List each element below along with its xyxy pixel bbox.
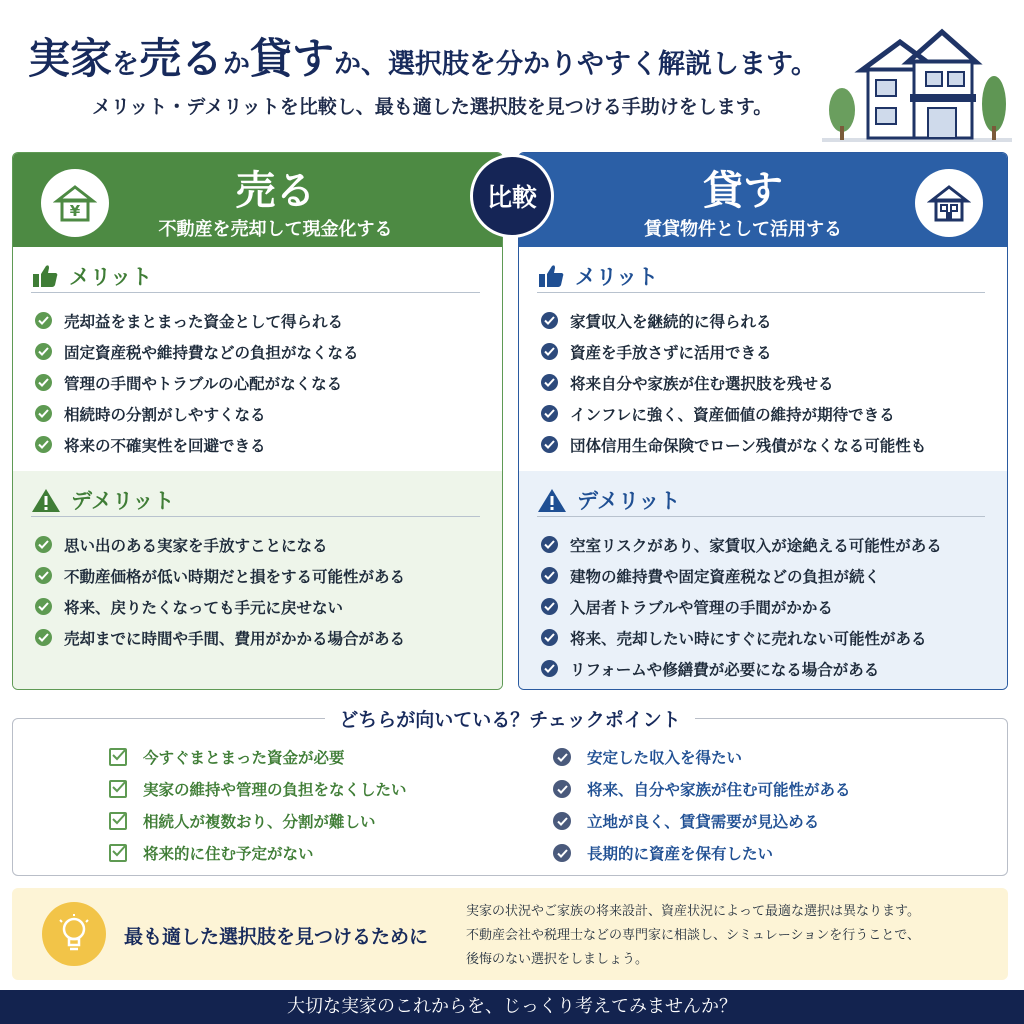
list-item: リフォームや修繕費が必要になる場合がある bbox=[541, 653, 997, 684]
check-circle-icon bbox=[541, 629, 558, 646]
check-circle-icon bbox=[541, 598, 558, 615]
header bbox=[0, 0, 1024, 150]
house-icon bbox=[915, 169, 983, 237]
checkbox-icon bbox=[109, 812, 127, 830]
rent-panel bbox=[518, 152, 1008, 690]
sell-merit-title: メリット bbox=[69, 264, 153, 289]
advice-section bbox=[12, 888, 1008, 980]
check-circle-icon bbox=[541, 343, 558, 360]
page-subtitle: メリット・デメリットを比較し、最も適した選択肢を見つける手助けをします。 bbox=[92, 96, 773, 118]
thumbs-up-icon bbox=[537, 263, 565, 289]
check-circle-icon bbox=[35, 374, 52, 391]
rent-merit-list bbox=[541, 305, 997, 460]
list-item: 売却までに時間や手間、費用がかかる場合がある bbox=[35, 622, 492, 653]
rent-demerit-list bbox=[541, 529, 997, 684]
check-circle-icon bbox=[553, 844, 571, 862]
check-circle-icon bbox=[553, 748, 571, 766]
rent-subtitle: 賃貸物件として活用する bbox=[644, 219, 842, 240]
list-item: インフレに強く、資産価値の維持が期待できる bbox=[541, 398, 997, 429]
check-circle-icon bbox=[35, 343, 52, 360]
check-circle-icon bbox=[541, 436, 558, 453]
sell-panel-header bbox=[13, 153, 502, 247]
list-item: 固定資産税や維持費などの負担がなくなる bbox=[35, 336, 492, 367]
checkpoint-section bbox=[12, 709, 1008, 876]
thumbs-up-icon bbox=[31, 263, 59, 289]
list-item: 今すぐまとまった資金が必要 bbox=[109, 741, 407, 773]
advice-text: 実家の状況やご家族の将来設計、資産状況によって最適な選択は異なります。 不動産会社や税理士などの専門家に相談し、シミュレーションを行うことで、 後悔のない選択をしましょう。 bbox=[466, 904, 920, 967]
list-item: 空室リスクがあり、家賃収入が途絶える可能性がある bbox=[541, 529, 997, 560]
sell-merit-section bbox=[13, 247, 502, 471]
sell-demerit-header bbox=[31, 483, 480, 517]
lightbulb-icon bbox=[42, 902, 106, 966]
checkbox-icon bbox=[109, 780, 127, 798]
rent-panel-header bbox=[519, 153, 1007, 247]
check-circle-icon bbox=[541, 312, 558, 329]
list-item: 相続時の分割がしやすくなる bbox=[35, 398, 492, 429]
checkbox-icon bbox=[109, 844, 127, 862]
list-item: 実家の維持や管理の負担をなくしたい bbox=[109, 773, 407, 805]
list-item: 長期的に資産を保有したい bbox=[553, 837, 851, 869]
list-item: 売却益をまとまった資金として得られる bbox=[35, 305, 492, 336]
list-item: 将来、自分や家族が住む可能性がある bbox=[553, 773, 851, 805]
check-circle-icon bbox=[541, 567, 558, 584]
rent-demerit-title: デメリット bbox=[577, 488, 681, 513]
checkpoint-title: どちらが向いている？チェックポイント bbox=[325, 709, 694, 731]
rent-merit-header bbox=[537, 259, 985, 293]
list-item: 家賃収入を継続的に得られる bbox=[541, 305, 997, 336]
check-circle-icon bbox=[541, 660, 558, 677]
sell-checkpoint-list bbox=[109, 741, 407, 869]
check-circle-icon bbox=[553, 812, 571, 830]
sell-title: 売る bbox=[235, 167, 316, 214]
sell-panel bbox=[12, 152, 503, 690]
check-circle-icon bbox=[35, 536, 52, 553]
list-item: 相続人が複数おり、分割が難しい bbox=[109, 805, 407, 837]
check-circle-icon bbox=[35, 436, 52, 453]
compare-badge: 比較 bbox=[470, 154, 554, 238]
page-title: 実家を売るか貸すか、選択肢を分かりやすく解説します。 bbox=[28, 34, 818, 83]
rent-demerit-section bbox=[519, 471, 1007, 690]
check-circle-icon bbox=[35, 598, 52, 615]
rent-merit-title: メリット bbox=[575, 264, 659, 289]
list-item: 将来、戻りたくなっても手元に戻せない bbox=[35, 591, 492, 622]
check-circle-icon bbox=[35, 405, 52, 422]
list-item: 不動産価格が低い時期だと損をする可能性がある bbox=[35, 560, 492, 591]
check-circle-icon bbox=[553, 780, 571, 798]
list-item: 資産を手放さずに活用できる bbox=[541, 336, 997, 367]
sell-demerit-section bbox=[13, 471, 502, 690]
sell-merit-list bbox=[35, 305, 492, 460]
svg-text:¥: ¥ bbox=[69, 202, 81, 220]
list-item: 思い出のある実家を手放すことになる bbox=[35, 529, 492, 560]
check-circle-icon bbox=[35, 312, 52, 329]
check-circle-icon bbox=[35, 567, 52, 584]
list-item: 将来、売却したい時にすぐに売れない可能性がある bbox=[541, 622, 997, 653]
list-item: 立地が良く、賃貸需要が見込める bbox=[553, 805, 851, 837]
sell-merit-header bbox=[31, 259, 480, 293]
sell-subtitle: 不動産を売却して現金化する bbox=[158, 219, 393, 240]
rent-merit-section bbox=[519, 247, 1007, 471]
rent-title: 貸す bbox=[703, 167, 783, 214]
house-illustration bbox=[822, 28, 1012, 142]
check-circle-icon bbox=[541, 536, 558, 553]
list-item: 管理の手間やトラブルの心配がなくなる bbox=[35, 367, 492, 398]
checkbox-icon bbox=[109, 748, 127, 766]
list-item: 将来自分や家族が住む選択肢を残せる bbox=[541, 367, 997, 398]
list-item: 入居者トラブルや管理の手間がかかる bbox=[541, 591, 997, 622]
sell-demerit-title: デメリット bbox=[71, 488, 175, 513]
warning-icon bbox=[537, 487, 567, 513]
list-item: 将来の不確実性を回避できる bbox=[35, 429, 492, 460]
footer-banner: 大切な実家のこれからを、じっくり考えてみませんか？ bbox=[0, 990, 1024, 1024]
warning-icon bbox=[31, 487, 61, 513]
rent-demerit-header bbox=[537, 483, 985, 517]
rent-checkpoint-list bbox=[553, 741, 851, 869]
check-circle-icon bbox=[35, 629, 52, 646]
check-circle-icon bbox=[541, 405, 558, 422]
list-item: 団体信用生命保険でローン残債がなくなる可能性も bbox=[541, 429, 997, 460]
sell-demerit-list bbox=[35, 529, 492, 653]
list-item: 建物の維持費や固定資産税などの負担が続く bbox=[541, 560, 997, 591]
list-item: 将来的に住む予定がない bbox=[109, 837, 407, 869]
advice-title: 最も適した選択肢を見つけるために bbox=[124, 926, 429, 948]
check-circle-icon bbox=[541, 374, 558, 391]
list-item: 安定した収入を得たい bbox=[553, 741, 851, 773]
